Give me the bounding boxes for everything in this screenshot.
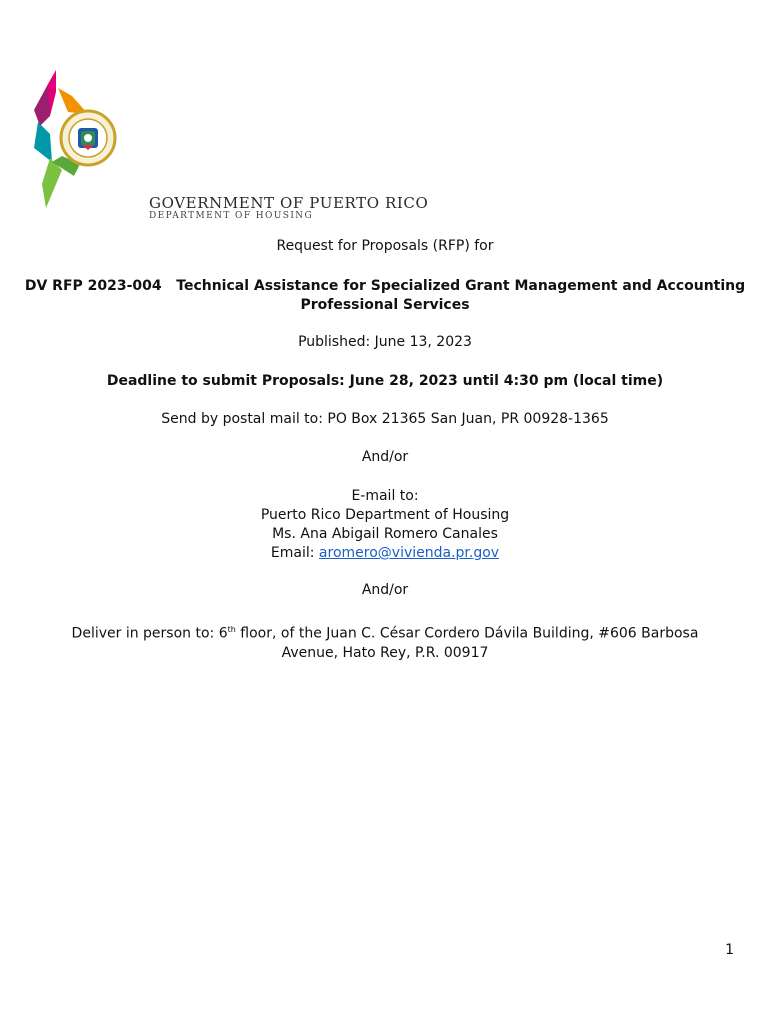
email-organization: Puerto Rico Department of Housing bbox=[260, 507, 510, 523]
rfp-title bbox=[0, 277, 770, 315]
ordinal-suffix: th bbox=[227, 625, 236, 634]
published-date: Published: June 13, 2023 bbox=[298, 334, 472, 350]
rfp-title-line-1: DV RFP 2023-004 Technical Assistance for Specialized Grant Management and Accounting bbox=[24, 278, 746, 294]
submission-deadline: Deadline to submit Proposals: June 28, 2023 until 4:30 pm (local time) bbox=[106, 373, 664, 389]
email-line bbox=[0, 544, 770, 563]
email-contact-block bbox=[0, 487, 770, 563]
email-contact-name: Ms. Ana Abigail Romero Canales bbox=[272, 526, 498, 542]
in-person-delivery bbox=[0, 620, 770, 663]
delivery-line-1 bbox=[0, 620, 770, 644]
email-label: Email: bbox=[270, 545, 319, 561]
rfp-intro: Request for Proposals (RFP) for bbox=[276, 238, 494, 254]
delivery-line-2: Avenue, Hato Rey, P.R. 00917 bbox=[281, 644, 489, 661]
ribbon-emblem-icon bbox=[28, 66, 128, 216]
postal-address: Send by postal mail to: PO Box 21365 San Juan, PR 00928-1365 bbox=[161, 411, 609, 427]
delivery-prefix: Deliver in person to: 6 bbox=[71, 625, 228, 642]
email-link[interactable]: aromero@vivienda.pr.gov bbox=[318, 545, 500, 561]
rfp-title-line-2: Professional Services bbox=[300, 297, 470, 313]
department-name: DEPARTMENT OF HOUSING bbox=[149, 211, 314, 221]
and-or-separator: And/or bbox=[361, 449, 409, 465]
delivery-rest: floor, of the Juan C. César Cordero Dávila Building, #606 Barbosa bbox=[235, 625, 699, 642]
org-name: GOVERNMENT OF PUERTO RICO bbox=[149, 194, 429, 212]
email-heading: E-mail to: bbox=[351, 488, 419, 504]
government-logo bbox=[28, 66, 429, 221]
and-or-separator-2: And/or bbox=[361, 582, 409, 598]
page-number: 1 bbox=[725, 942, 734, 958]
